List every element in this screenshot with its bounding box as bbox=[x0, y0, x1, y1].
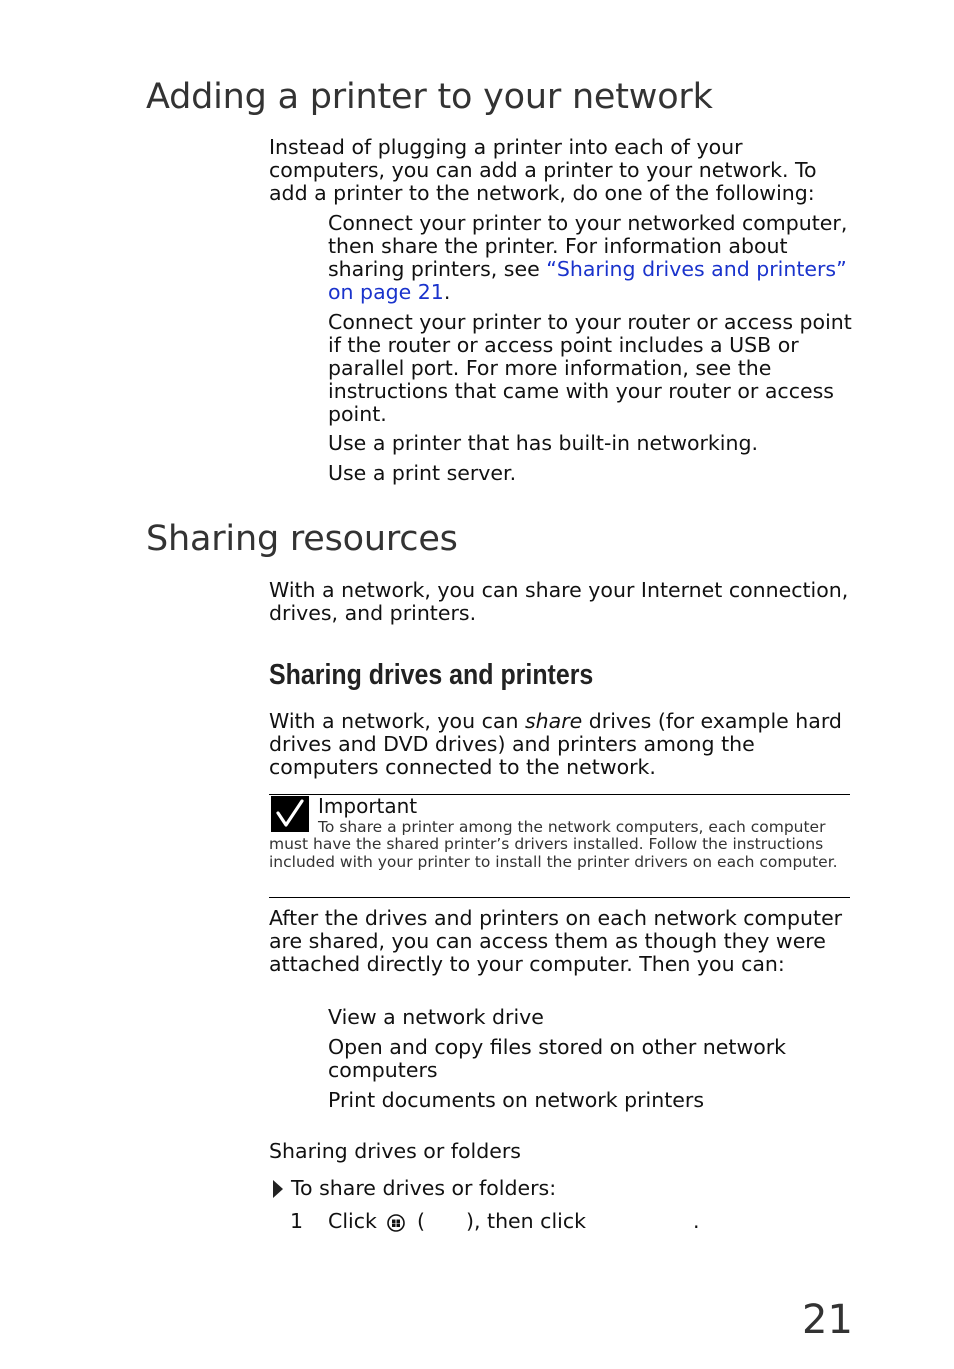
printer-option-print-server: Use a print server. bbox=[328, 461, 517, 485]
printer-option-share-end: . bbox=[443, 280, 451, 304]
note-title: Important bbox=[318, 794, 418, 818]
section-heading-sharing-resources: Sharing resources bbox=[146, 519, 458, 559]
start-button-icon[interactable] bbox=[386, 1213, 406, 1233]
step-end-period: . bbox=[693, 1209, 700, 1233]
step-paren-open: ( bbox=[417, 1209, 425, 1233]
printer-option-share-text: Connect your printer to your networked computer, then share the printer. For information about sharing printers, see bbox=[328, 211, 848, 281]
ability-item: View a network drive bbox=[328, 1005, 544, 1029]
printer-option-builtin: Use a printer that has built-in networking. bbox=[328, 431, 759, 455]
step-then-click: ), then click bbox=[466, 1209, 586, 1233]
sharing-drives-intro-before: With a network, you can bbox=[269, 709, 525, 733]
ability-item: Open and copy files stored on other network computers bbox=[328, 1035, 787, 1082]
sharing-drives-link[interactable]: “Sharing drives and printers” on page 21 bbox=[328, 257, 847, 304]
note-bottom-rule bbox=[269, 897, 850, 898]
page-number: 21 bbox=[802, 1297, 853, 1343]
sharing-resources-intro: With a network, you can share your Internet connection, drives, and printers. bbox=[269, 578, 849, 625]
printer-option-router: Connect your printer to your router or access point if the router or access point includes a USB or parallel port. For more information, see the instructions that came with your router or access point. bbox=[328, 310, 852, 426]
note-body: To share a printer among the network computers, each computer must have the shared printer’s drivers installed. Follow the instructions included with your printer to install the printer drivers on each computer. bbox=[269, 818, 838, 871]
section-heading-sharing-drives: Sharing drives and printers bbox=[269, 659, 594, 691]
printer-option-share bbox=[328, 212, 858, 304]
procedure-subheading: Sharing drives or folders bbox=[269, 1139, 521, 1163]
sharing-drives-intro-after: drives (for example hard drives and DVD drives) and printers among the computers connected to the network. bbox=[269, 709, 842, 779]
after-sharing-text: After the drives and printers on each network computer are shared, you can access them as though they were attached directly to your computer. Then you can: bbox=[269, 906, 843, 976]
sharing-drives-intro bbox=[269, 710, 859, 779]
sharing-drives-intro-emphasis: share bbox=[524, 709, 583, 733]
step-number: 1 bbox=[290, 1209, 304, 1233]
step-click-text: Click bbox=[328, 1209, 377, 1233]
adding-printer-intro: Instead of plugging a printer into each of your computers, you can add a printer to your network. To add a printer to the network, do one of the following: bbox=[269, 135, 817, 205]
section-heading-adding-printer: Adding a printer to your network bbox=[146, 77, 713, 117]
ability-item: Print documents on network printers bbox=[328, 1088, 705, 1112]
procedure-lead: To share drives or folders: bbox=[291, 1176, 557, 1200]
arrow-right-icon bbox=[273, 1180, 283, 1198]
